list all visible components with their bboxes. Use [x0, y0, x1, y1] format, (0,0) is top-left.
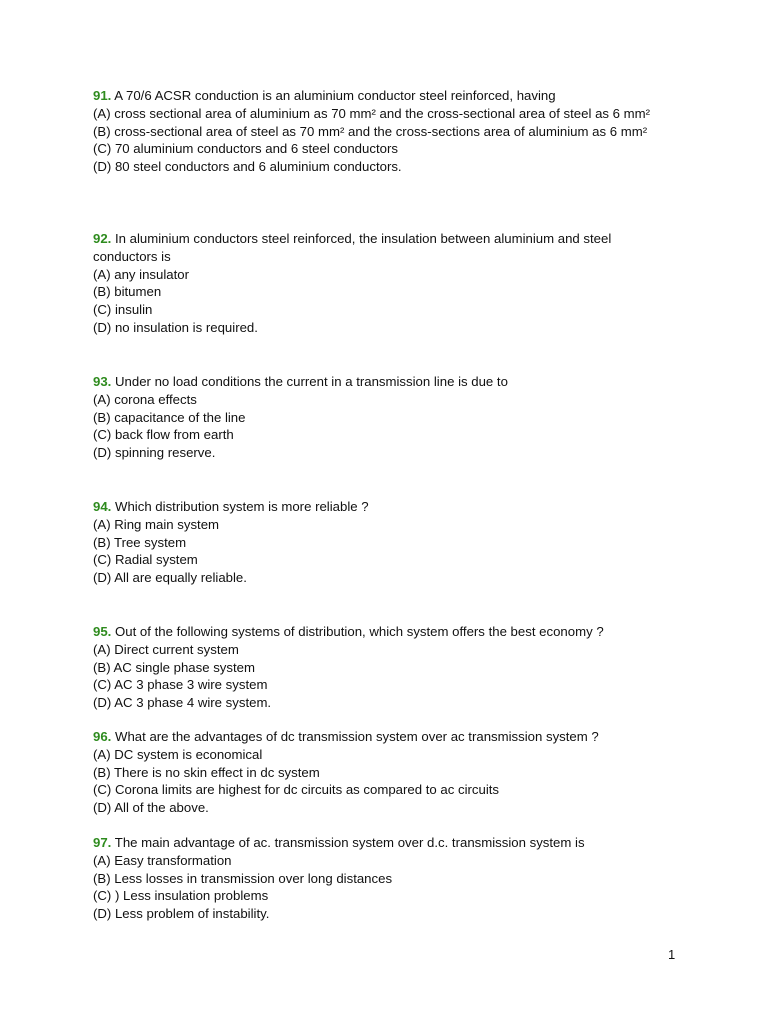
question-91 — [93, 87, 693, 176]
option-b: (B) There is no skin effect in dc system — [93, 764, 320, 780]
option-c: (C) back flow from earth — [93, 427, 234, 443]
option-b: (B) capacitance of the line — [93, 409, 246, 425]
question-stem: What are the advantages of dc transmission system over ac transmission system ? — [111, 729, 599, 744]
option-d: (D) spinning reserve. — [93, 445, 216, 461]
question-93 — [93, 373, 508, 462]
option-a: (A) Easy transformation — [93, 852, 232, 868]
option-c: (C) Corona limits are highest for dc circuits as compared to ac circuits — [93, 782, 500, 798]
option-a: (A) DC system is economical — [93, 746, 263, 762]
question-stem: Under no load conditions the current in a transmission line is due to — [111, 374, 508, 389]
option-d: (D) no insulation is required. — [93, 319, 258, 335]
question-number: 95. — [93, 624, 112, 639]
option-a: (A) Direct current system — [93, 641, 239, 657]
question-stem: Which distribution system is more reliable ? — [111, 499, 369, 514]
question-number: 91. — [93, 88, 112, 103]
option-c: (C) 70 aluminium conductors and 6 steel conductors — [93, 141, 398, 157]
question-stem: In aluminium conductors steel reinforced, the insulation between aluminium and steel conductors is — [93, 231, 612, 264]
option-c: (C) AC 3 phase 3 wire system — [93, 677, 268, 693]
option-b: (B) bitumen — [93, 284, 162, 300]
question-stem: A 70/6 ACSR conduction is an aluminium conductor steel reinforced, having — [111, 88, 556, 103]
option-c: (C) ) Less insulation problems — [93, 888, 269, 904]
question-number: 94. — [93, 499, 112, 514]
option-a: (A) corona effects — [93, 391, 197, 407]
question-92 — [93, 230, 673, 337]
option-b: (B) Less losses in transmission over long distances — [93, 870, 393, 886]
question-stem: The main advantage of ac. transmission system over d.c. transmission system is — [111, 835, 585, 850]
option-d: (D) All of the above. — [93, 800, 209, 816]
option-c: (C) Radial system — [93, 552, 198, 568]
question-number: 93. — [93, 374, 112, 389]
option-c: (C) insulin — [93, 302, 153, 318]
option-b: (B) AC single phase system — [93, 659, 255, 675]
page-number: 1 — [668, 947, 676, 962]
question-97 — [93, 834, 585, 923]
question-96 — [93, 728, 599, 817]
option-b: (B) Tree system — [93, 534, 187, 550]
option-b: (B) cross-sectional area of steel as 70 mm² and the cross-sections area of aluminium as 6 mm² — [93, 123, 648, 139]
option-d: (D) 80 steel conductors and 6 aluminium conductors. — [93, 159, 402, 175]
question-95 — [93, 623, 604, 712]
option-d: (D) Less problem of instability. — [93, 906, 270, 922]
option-d: (D) AC 3 phase 4 wire system. — [93, 695, 272, 711]
option-a: (A) any insulator — [93, 266, 190, 282]
question-94 — [93, 498, 369, 587]
question-number: 92. — [93, 231, 112, 246]
question-number: 96. — [93, 729, 112, 744]
option-a: (A) Ring main system — [93, 516, 220, 532]
question-stem: Out of the following systems of distribution, which system offers the best economy ? — [111, 624, 604, 639]
option-a: (A) cross sectional area of aluminium as 70 mm² and the cross-sectional area of steel as 6 mm² — [93, 105, 651, 121]
question-number: 97. — [93, 835, 112, 850]
option-d: (D) All are equally reliable. — [93, 570, 247, 586]
